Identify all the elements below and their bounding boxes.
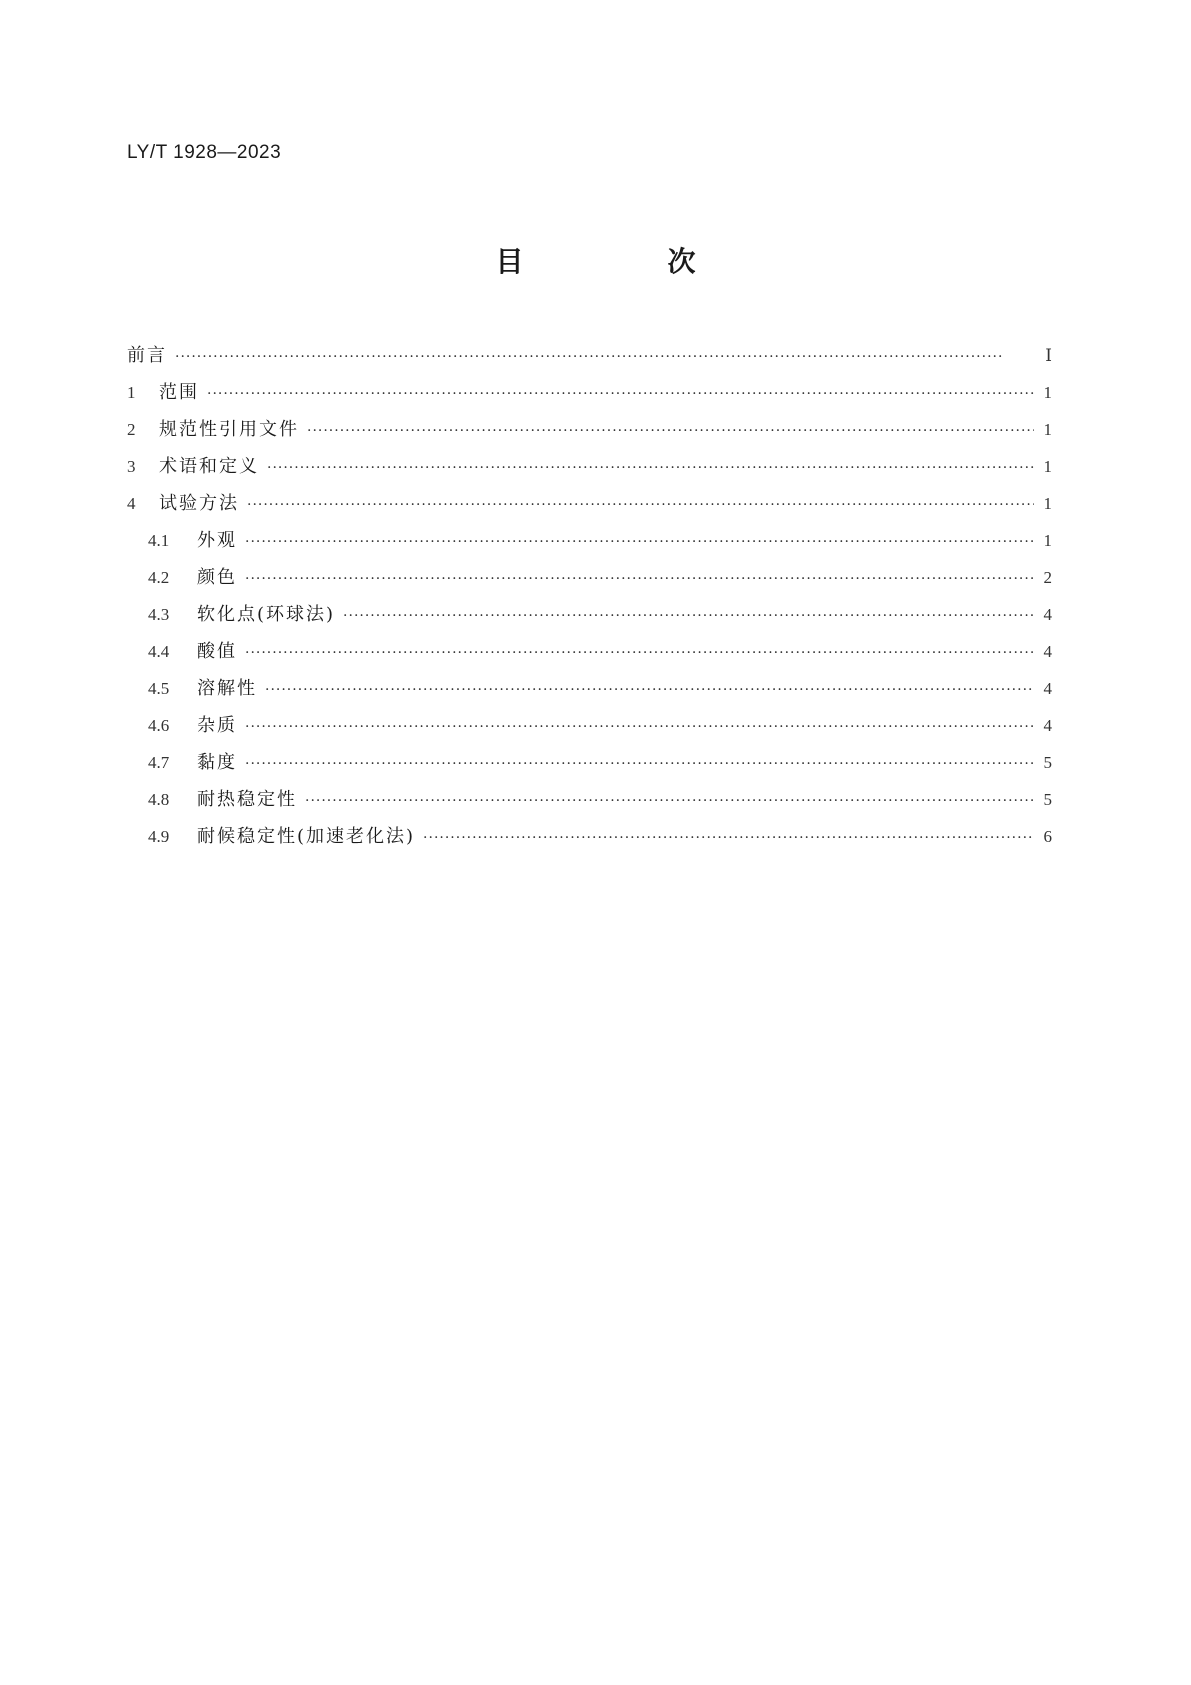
toc-entry-foreword[interactable] [127,344,1052,381]
toc-entry-label: 耐热稳定性 [197,789,297,810]
toc-entry-4-8[interactable] [127,788,1052,825]
toc-entry-label: 前言 [127,345,167,366]
dot-leader [247,493,1034,517]
dot-leader [343,604,1034,628]
toc-entry-4-9[interactable] [127,825,1052,862]
dot-leader [267,456,1034,480]
toc-entry-number: 4.5 [148,679,170,698]
toc-entry-number: 2 [127,420,136,439]
toc-entry-number: 4.4 [148,642,170,661]
toc-entry-page: 1 [1043,420,1052,439]
toc-entry-1[interactable] [127,381,1052,418]
toc-entry-label: 耐候稳定性(加速老化法) [197,826,416,847]
toc-entry-4[interactable] [127,492,1052,529]
dot-leader [307,419,1034,443]
toc-entry-number: 4.9 [148,827,170,846]
standard-code: LY/T 1928—2023 [127,142,282,163]
toc-entry-label: 黏度 [197,752,237,773]
toc-entry-label: 酸值 [197,641,237,662]
toc-entry-label: 试验方法 [159,493,239,514]
dot-leader [245,567,1034,591]
page-title: 目 次 [495,245,754,278]
toc-entry-4-1[interactable] [127,529,1052,566]
toc-entry-page: 5 [1043,790,1052,809]
toc-entry-number: 1 [127,383,136,402]
dot-leader [245,530,1034,554]
toc-entry-number: 4.8 [148,790,170,809]
toc-entry-number: 4.7 [148,753,170,772]
dot-leader [423,826,1034,850]
toc-entry-number: 4.2 [148,568,170,587]
toc-entry-number: 4.1 [148,531,170,550]
toc-entry-number: 4 [127,494,136,513]
dot-leader [305,789,1034,813]
toc-entry-number: 3 [127,457,136,476]
toc-entry-number: 4.6 [148,716,170,735]
toc-entry-label: 溶解性 [197,678,257,699]
toc-entry-4-4[interactable] [127,640,1052,677]
toc-entry-page: 4 [1043,642,1052,661]
toc-entry-3[interactable] [127,455,1052,492]
toc-entry-page: 4 [1043,679,1052,698]
toc-entry-number: 4.3 [148,605,170,624]
toc-entry-page: 4 [1043,716,1052,735]
toc-entry-page: 1 [1043,383,1052,402]
toc-entry-page: 2 [1043,568,1052,587]
toc-entry-page: Ⅰ [1045,346,1052,365]
toc-entry-page: 4 [1043,605,1052,624]
dot-leader [245,641,1034,665]
toc-entry-2[interactable] [127,418,1052,455]
toc-entry-label: 外观 [197,530,237,551]
toc-entry-4-2[interactable] [127,566,1052,603]
toc-entry-page: 1 [1043,457,1052,476]
toc-entry-label: 软化点(环球法) [197,604,336,625]
dot-leader [245,715,1034,739]
toc-entry-page: 1 [1043,531,1052,550]
toc-entry-4-7[interactable] [127,751,1052,788]
dot-leader [265,678,1034,702]
toc-entry-page: 6 [1043,827,1052,846]
toc-entry-label: 杂质 [197,715,237,736]
toc-entry-page: 1 [1043,494,1052,513]
toc-entry-4-6[interactable] [127,714,1052,751]
toc-entry-4-5[interactable] [127,677,1052,714]
dot-leader [207,382,1034,406]
toc-entry-label: 术语和定义 [159,456,259,477]
toc-entry-page: 5 [1043,753,1052,772]
dot-leader [175,345,1034,369]
toc-entry-label: 规范性引用文件 [159,419,299,440]
table-of-contents [127,344,1052,862]
dot-leader [245,752,1034,776]
toc-entry-4-3[interactable] [127,603,1052,640]
toc-entry-label: 颜色 [197,567,237,588]
toc-entry-label: 范围 [159,382,199,403]
